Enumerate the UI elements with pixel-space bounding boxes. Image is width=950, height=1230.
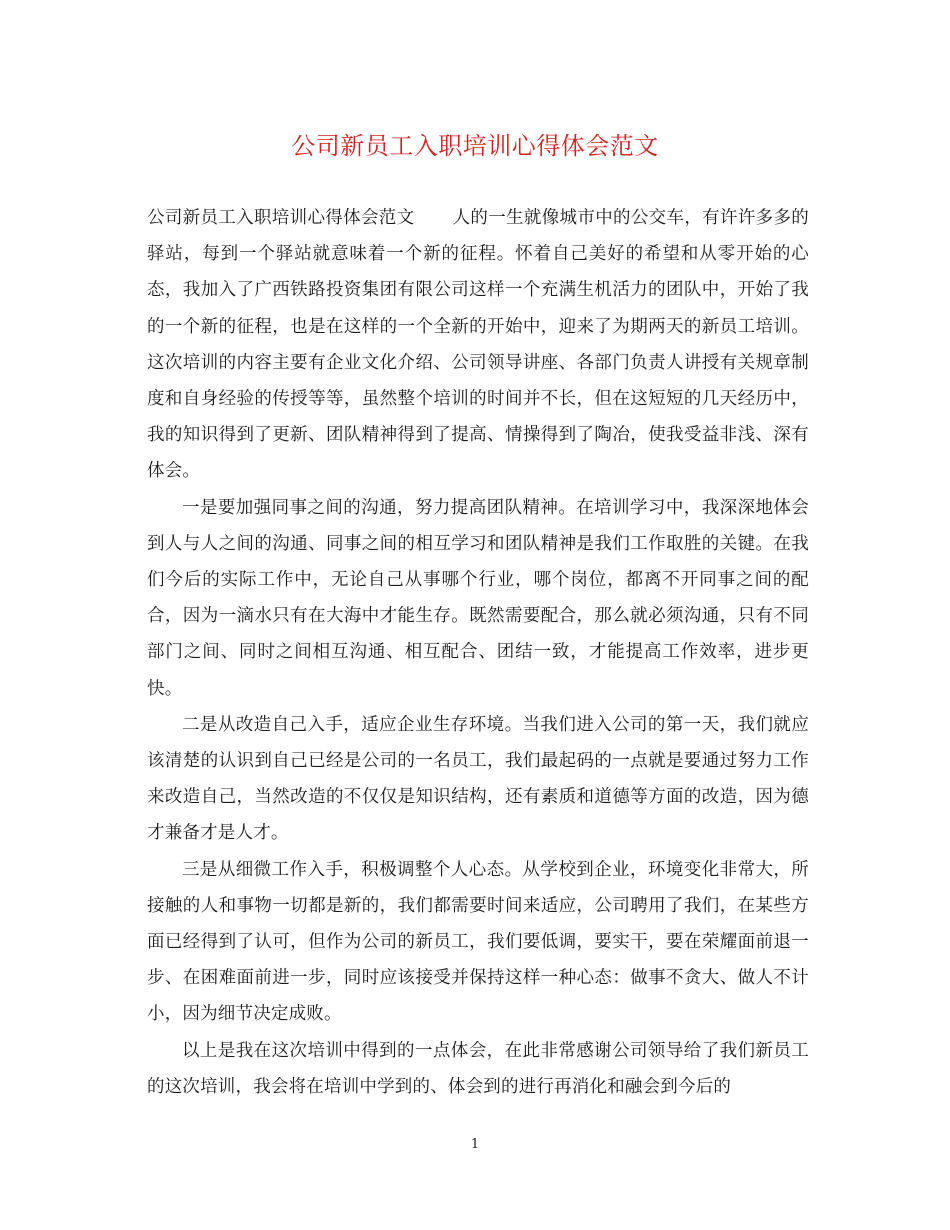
paragraph-3: 三是从细微工作入手，积极调整个人心态。从学校到企业，环境变化非常大，所接触的人和事物一切都是新的，我们都需要时间来适应，公司聘用了我们，在某些方面已经得到了认可，但作为公司的新员工，我们要低调，要实干，要在荣耀面前退一步、在困难面前进一步，同时应该接受并保持这样一种心态：做事不贪大、做人不计小，因为细节决定成败。 (147, 859, 809, 1025)
intro-text: 人的一生就像城市中的公交车，有许许多多的驿站，每到一个驿站就意味着一个新的征程。怀着自己美好的希望和从零开始的心态，我加入了广西铁路投资集团有限公司这样一个充满生机活力的团队中，开始了我的一个新的征程，也是在这样的一个全新的开始中，迎来了为期两天的新员工培训。这次培训的内容主要有企业文化介绍、公司领导讲座、各部门负责人讲授有关规章制度和自身经验的传授等等，虽然整个培训的时间并不长，但在这短短的几天经历中，我的知识得到了更新、团队精神得到了提高、情操得到了陶冶，使我受益非浅、深有体会。 (147, 208, 810, 482)
intro-label: 公司新员工入职培训心得体会范文 (147, 208, 415, 228)
paragraph-1: 一是要加强同事之间的沟通，努力提高团队精神。在培训学习中，我深深地体会到人与人之间的沟通、同事之间的相互学习和团队精神是我们工作取胜的关键。在我们今后的实际工作中，无论自己从事哪个行业，哪个岗位，都离不开同事之间的配合，因为一滴水只有在大海中才能生存。既然需要配合，那么就必须沟通，只有不同部门之间、同时之间相互沟通、相互配合、团结一致，才能提高工作效率，进步更快。 (147, 497, 809, 699)
document-body (147, 200, 809, 1105)
paragraph-2: 二是从改造自己入手，适应企业生存环境。当我们进入公司的第一天，我们就应该清楚的认识到自己已经是公司的一名员工，我们最起码的一点就是要通过努力工作来改造自己，当然改造的不仅仅是知识结构，还有素质和道德等方面的改造，因为德才兼备才是人才。 (147, 714, 809, 844)
page-number: 1 (470, 1137, 480, 1152)
document-title: 公司新员工入职培训心得体会范文 (291, 132, 659, 160)
intro-paragraph (147, 200, 809, 490)
paragraph-4: 以上是我在这次培训中得到的一点体会，在此非常感谢公司领导给了我们新员工的这次培训，我会将在培训中学到的、体会到的进行再消化和融会到今后的 (147, 1040, 809, 1097)
